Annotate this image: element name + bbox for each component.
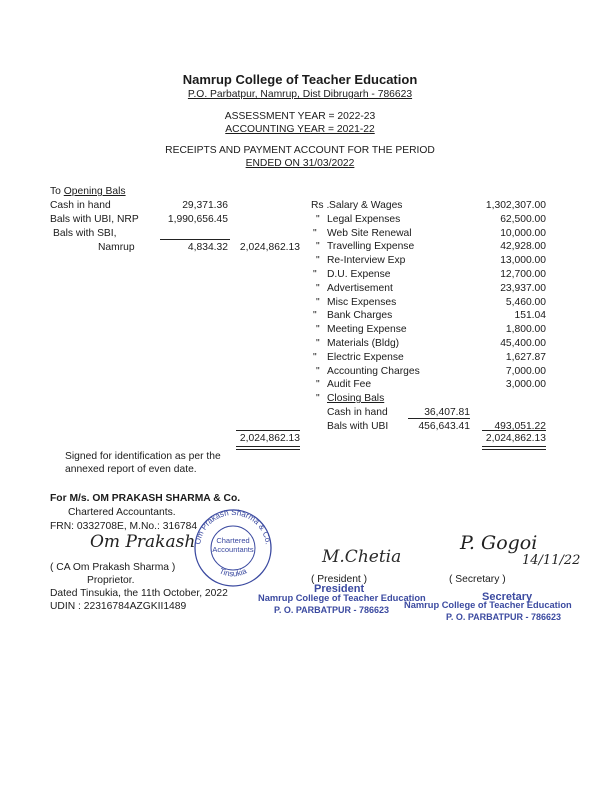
secretary-signature: P. Gogoi xyxy=(460,532,538,554)
payment-item-label: Accounting Charges xyxy=(327,365,420,377)
payment-item-label: Materials (Bldg) xyxy=(327,338,400,349)
opening-bals-label: Opening Bals xyxy=(63,186,126,197)
closing-ditto: " xyxy=(316,393,320,404)
ca-name: ( CA Om Prakash Sharma ) xyxy=(50,562,176,573)
closing-ubi-label: Bals with UBI xyxy=(327,421,389,432)
payment-item-label: D.U. Expense xyxy=(327,269,391,280)
president-stamp-title: President xyxy=(314,583,365,595)
payment-item-label: Re-Interview Exp xyxy=(327,255,406,267)
receipts-total-rule-bottom xyxy=(236,446,300,450)
payment-ditto: " xyxy=(316,296,320,308)
payment-ditto: " xyxy=(316,365,320,377)
ca-proprietor: Proprietor. xyxy=(87,575,135,586)
closing-total: 493,051.22 xyxy=(494,421,546,432)
closing-rule xyxy=(408,418,470,419)
opening-bals-heading xyxy=(50,185,126,198)
payment-ditto: " xyxy=(316,255,320,267)
president-stamp-college: Namrup College of Teacher Education xyxy=(258,593,426,603)
payment-item-label: Salary & Wages xyxy=(329,200,403,211)
namrup-rule xyxy=(160,239,230,240)
payment-ditto: " xyxy=(316,338,320,349)
payment-ditto: " xyxy=(313,351,317,363)
statement-period: ENDED ON 31/03/2022 xyxy=(245,158,355,169)
president-stamp-po: P. O. PARBATPUR - 786623 xyxy=(274,605,390,615)
president-signature: M.Chetia xyxy=(322,547,402,567)
payments-total-rule-bottom xyxy=(482,446,546,450)
payment-item-amount: 3,000.00 xyxy=(505,379,546,391)
payment-item-label: Web Site Renewal xyxy=(327,227,412,239)
rs-label: Rs . xyxy=(311,200,330,211)
payment-item-amount: 1,627.87 xyxy=(505,351,546,363)
closing-cash-amount: 36,407.81 xyxy=(424,407,470,418)
payment-item-label: Meeting Expense xyxy=(327,324,407,336)
payment-item-label: Misc Expenses xyxy=(327,296,397,308)
auditor-chartered: Chartered Accountants. xyxy=(68,507,176,518)
receipts-grand-total: 2,024,862.13 xyxy=(239,433,300,444)
payment-ditto: " xyxy=(316,241,320,253)
namrup-label: Namrup xyxy=(98,242,135,253)
ubi-amount: 1,990,656.45 xyxy=(167,214,228,225)
college-name: Namrup College of Teacher Education xyxy=(182,72,418,87)
signed-note-line1: Signed for identification as per the xyxy=(65,451,221,462)
payment-ditto: " xyxy=(316,379,320,391)
president-label: ( President ) xyxy=(311,574,368,585)
auditor-firm: For M/s. OM PRAKASH SHARMA & Co. xyxy=(50,493,241,504)
payment-ditto: " xyxy=(313,269,317,280)
dated-line: Dated Tinsukia, the 11th October, 2022 xyxy=(50,588,228,599)
ubi-label: Bals with UBI, NRP xyxy=(50,214,139,225)
payment-item-amount: 62,500.00 xyxy=(500,213,546,225)
signed-note-line2: annexed report of even date. xyxy=(65,464,197,475)
closing-bals-heading: Closing Bals xyxy=(327,393,385,404)
cash-in-hand-label: Cash in hand xyxy=(50,200,111,211)
secretary-signature-date: 14/11/22 xyxy=(522,553,581,568)
payment-item-amount: 13,000.00 xyxy=(500,255,546,267)
ca-stamp-center: Chartered Accountants xyxy=(212,536,254,554)
namrup-amount: 4,834.32 xyxy=(187,242,228,253)
accounting-year: ACCOUNTING YEAR = 2021-22 xyxy=(225,124,375,135)
ca-signature: Om Prakash xyxy=(90,532,196,552)
payment-item-amount: 45,400.00 xyxy=(500,338,546,349)
opening-total: 2,024,862.13 xyxy=(239,242,300,253)
payment-ditto: " xyxy=(316,282,320,294)
payment-item-label: Advertisement xyxy=(327,282,393,294)
payment-item-label: Bank Charges xyxy=(327,310,393,322)
secretary-stamp-college: Namrup College of Teacher Education xyxy=(404,600,572,610)
svg-text:Tinsukia xyxy=(218,566,249,578)
payment-item-amount: 5,460.00 xyxy=(505,296,546,308)
payment-item-amount: 1,800.00 xyxy=(505,324,546,336)
payment-item-label: Legal Expenses xyxy=(327,213,401,225)
cash-in-hand-amount: 29,371.36 xyxy=(182,200,228,211)
payment-item-amount: 42,928.00 xyxy=(500,241,546,253)
closing-ubi-amount: 456,643.41 xyxy=(418,421,470,432)
payment-ditto: " xyxy=(316,324,320,336)
payment-item-label: Travelling Expense xyxy=(327,241,415,253)
payments-total-rule-top xyxy=(482,430,546,431)
ca-round-stamp xyxy=(190,508,276,588)
payment-ditto: " xyxy=(313,227,317,239)
auditor-frn: FRN: 0332708E, M.No.: 316784 xyxy=(50,521,198,532)
closing-cash-label: Cash in hand xyxy=(327,407,388,418)
payment-item-amount: 1,302,307.00 xyxy=(485,200,546,211)
ca-stamp-ring-bottom: Tinsukia xyxy=(217,566,249,579)
payment-item-amount: 23,937.00 xyxy=(500,282,546,294)
payment-ditto: " xyxy=(313,310,317,322)
to-label: To xyxy=(50,186,61,197)
sbi-label: Bals with SBI, xyxy=(53,228,117,239)
college-address: P.O. Parbatpur, Namrup, Dist Dibrugarh - 786623 xyxy=(187,89,413,100)
payment-item-amount: 151.04 xyxy=(514,310,546,322)
payment-item-amount: 12,700.00 xyxy=(500,269,546,280)
udin-line: UDIN : 22316784AZGKII1489 xyxy=(50,601,187,612)
payment-ditto: " xyxy=(316,213,320,225)
payment-item-label: Audit Fee xyxy=(327,379,372,391)
payments-grand-total: 2,024,862.13 xyxy=(485,433,546,444)
payment-item-amount: 7,000.00 xyxy=(505,365,546,377)
ca-stamp-ring-top: Om Prakash Sharma & Co. xyxy=(193,508,273,546)
assessment-year: ASSESSMENT YEAR = 2022-23 xyxy=(224,111,376,122)
payment-item-label: Electric Expense xyxy=(327,351,404,363)
secretary-label: ( Secretary ) xyxy=(449,574,506,585)
statement-title: RECEIPTS AND PAYMENT ACCOUNT FOR THE PERIOD xyxy=(165,145,435,156)
secretary-stamp-title: Secretary xyxy=(482,591,533,603)
payment-item-amount: 10,000.00 xyxy=(500,227,546,239)
secretary-stamp-po: P. O. PARBATPUR - 786623 xyxy=(446,612,562,622)
receipts-total-rule-top xyxy=(236,430,300,431)
